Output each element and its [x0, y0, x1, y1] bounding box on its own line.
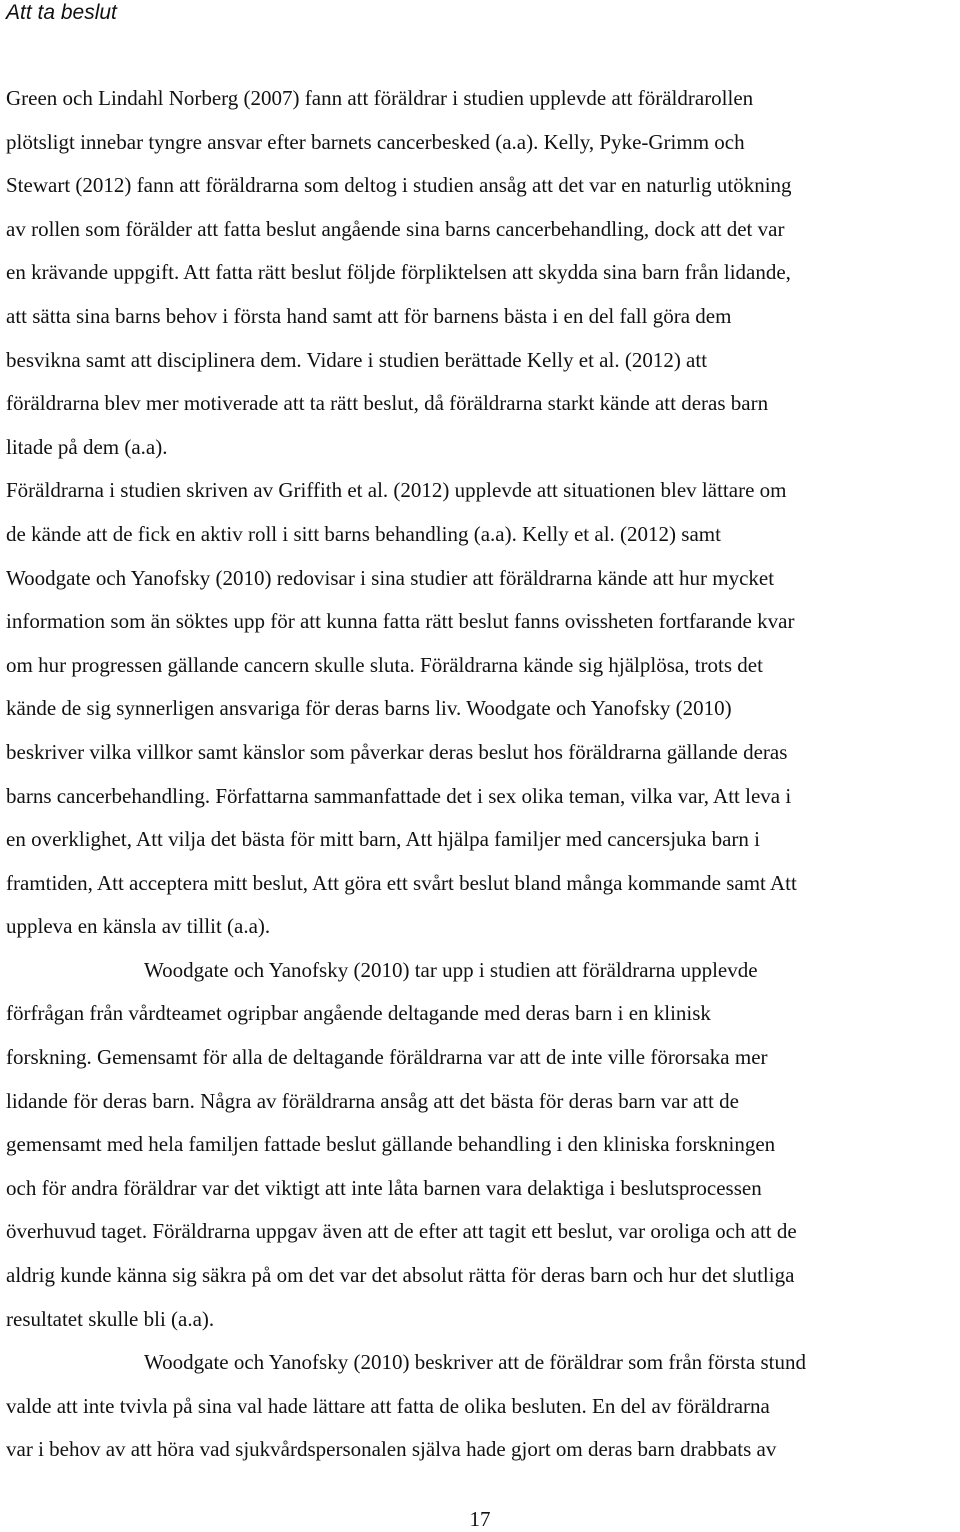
- body-text: [6, 77, 960, 1472]
- text-line: förfrågan från vårdteamet ogripbar angående deltagande med deras barn i en klinisk: [6, 1001, 711, 1026]
- text-line: en overklighet, Att vilja det bästa för mitt barn, Att hjälpa familjer med cancersjuka barn i: [6, 827, 761, 852]
- text-line: besvikna samt att disciplinera dem. Vidare i studien berättade Kelly et al. (2012) att: [6, 347, 708, 372]
- text-line: Föräldrarna i studien skriven av Griffith et al. (2012) upplevde att situationen blev lättare om: [6, 478, 787, 503]
- text-line: kände de sig synnerligen ansvariga för deras barns liv. Woodgate och Yanofsky (2010): [6, 696, 732, 721]
- text-line: Woodgate och Yanofsky (2010) beskriver att de föräldrar som från första stund: [144, 1350, 806, 1375]
- text-line: lidande för deras barn. Några av föräldrarna ansåg att det bästa för deras barn var att de: [6, 1088, 739, 1113]
- text-line: Stewart (2012) fann att föräldrarna som deltog i studien ansåg att det var en naturlig utökning: [6, 173, 792, 198]
- text-line: och för andra föräldrar var det viktigt att inte låta barnen vara delaktiga i beslutsprocessen: [6, 1175, 762, 1200]
- section-heading: Att ta beslut: [6, 1, 117, 24]
- text-line: uppleva en känsla av tillit (a.a).: [6, 914, 271, 939]
- text-line: barns cancerbehandling. Författarna sammanfattade det i sex olika teman, vilka var, Att leva i: [6, 783, 792, 808]
- text-line: överhuvud taget. Föräldrarna uppgav även att de efter att tagit ett beslut, var oroliga och att de: [6, 1219, 797, 1244]
- text-line: aldrig kunde känna sig säkra på om det var det absolut rätta för deras barn och hur det slutliga: [6, 1263, 795, 1288]
- text-line: att sätta sina barns behov i första hand samt att för barnens bästa i en del fall göra dem: [6, 303, 732, 328]
- text-line: litade på dem (a.a).: [6, 434, 168, 459]
- text-line: framtiden, Att acceptera mitt beslut, Att göra ett svårt beslut bland många kommande samt Att: [6, 870, 797, 895]
- page-number: 17: [469, 1507, 491, 1531]
- text-line: de kände att de fick en aktiv roll i sitt barns behandling (a.a). Kelly et al. (2012) samt: [6, 521, 721, 546]
- text-line: valde att inte tvivla på sina val hade lättare att fatta de olika besluten. En del av föräldrarna: [6, 1393, 770, 1418]
- text-line: av rollen som förälder att fatta beslut angående sina barns cancerbehandling, dock att det var: [6, 216, 785, 241]
- text-line: Woodgate och Yanofsky (2010) tar upp i studien att föräldrarna upplevde: [144, 957, 758, 982]
- text-line: om hur progressen gällande cancern skulle sluta. Föräldrarna kände sig hjälplösa, trots det: [6, 652, 763, 677]
- text-line: Woodgate och Yanofsky (2010) redovisar i sina studier att föräldrarna kände att hur mycket: [6, 565, 775, 590]
- text-line: forskning. Gemensamt för alla de deltagande föräldrarna var att de inte ville förorsaka mer: [6, 1045, 768, 1070]
- text-line: information som än söktes upp för att kunna fatta rätt beslut fanns ovissheten fortfarande kvar: [6, 609, 795, 634]
- text-line: Green och Lindahl Norberg (2007) fann att föräldrar i studien upplevde att föräldrarollen: [6, 86, 754, 110]
- text-line: var i behov av att höra vad sjukvårdspersonalen själva hade gjort om deras barn drabbats av: [6, 1437, 777, 1462]
- text-line: föräldrarna blev mer motiverade att ta rätt beslut, då föräldrarna starkt kände att deras barn: [6, 391, 769, 416]
- text-line: gemensamt med hela familjen fattade beslut gällande behandling i den kliniska forskningen: [6, 1132, 776, 1157]
- text-line: en krävande uppgift. Att fatta rätt beslut följde förpliktelsen att skydda sina barn från lidande,: [6, 260, 791, 285]
- text-line: beskriver vilka villkor samt känslor som påverkar deras beslut hos föräldrarna gällande deras: [6, 739, 788, 764]
- text-line: plötsligt innebar tyngre ansvar efter barnets cancerbesked (a.a). Kelly, Pyke-Grimm och: [6, 129, 745, 154]
- text-line: resultatet skulle bli (a.a).: [6, 1306, 215, 1331]
